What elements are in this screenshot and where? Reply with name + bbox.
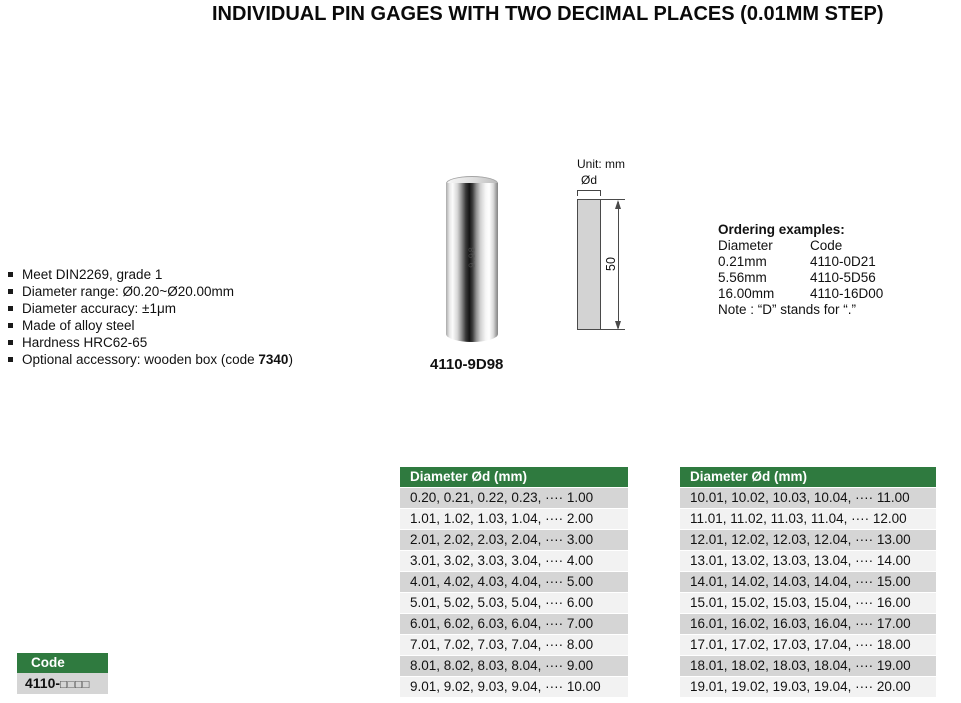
ordering-code: 4110-16D00 — [810, 286, 884, 301]
ordering-code: 4110-5D56 — [810, 270, 876, 285]
ordering-examples-table — [718, 238, 883, 302]
square-bullet-icon — [8, 323, 13, 328]
table-row: 10.01, 10.02, 10.03, 10.04, ···· 11.00 — [680, 488, 936, 509]
feature-text: Hardness HRC62-65 — [22, 335, 148, 350]
length-dimension-label: 50 — [604, 257, 618, 271]
table-row: 18.01, 18.02, 18.03, 18.04, ···· 19.00 — [680, 656, 936, 677]
feature-text — [22, 352, 293, 367]
ordering-diameter: 16.00mm — [718, 286, 775, 301]
table-row: 8.01, 8.02, 8.03, 8.04, ···· 9.00 — [400, 656, 628, 677]
extension-line-top — [601, 199, 625, 200]
ordering-diameter: 5.56mm — [718, 270, 767, 285]
square-bullet-icon — [8, 340, 13, 345]
ordering-col-diameter: Diameter — [718, 238, 773, 253]
table-row: 6.01, 6.02, 6.03, 6.04, ···· 7.00 — [400, 614, 628, 635]
length-dimension-line — [618, 202, 619, 328]
square-bullet-icon — [8, 357, 13, 362]
table-row: 19.01, 19.02, 19.03, 19.04, ···· 20.00 — [680, 677, 936, 698]
table-row: 14.01, 14.02, 14.03, 14.04, ···· 15.00 — [680, 572, 936, 593]
feature-item — [8, 283, 293, 300]
table-header: Diameter Ød (mm) — [400, 467, 628, 488]
table-row: 16.01, 16.02, 16.03, 16.04, ···· 17.00 — [680, 614, 936, 635]
pin-outline-drawing — [577, 199, 601, 330]
table-header: Diameter Ød (mm) — [680, 467, 936, 488]
table-row: 11.01, 11.02, 11.03, 11.04, ···· 12.00 — [680, 509, 936, 530]
diameter-dimension-bracket — [577, 190, 601, 196]
diameter-dimension-label: Ød — [580, 173, 597, 187]
code-placeholder-boxes: □□□□ — [60, 679, 90, 691]
feature-text: Meet DIN2269, grade 1 — [22, 267, 163, 282]
table-row: 0.20, 0.21, 0.22, 0.23, ···· 1.00 — [400, 488, 628, 509]
accessory-code: 7340 — [258, 352, 289, 367]
feature-text: Made of alloy steel — [22, 318, 135, 333]
code-panel — [17, 653, 108, 694]
table-row: 13.01, 13.02, 13.03, 13.04, ···· 14.00 — [680, 551, 936, 572]
pin-model-caption: 4110-9D98 — [430, 356, 504, 373]
unit-label: Unit: mm — [577, 157, 625, 171]
ordering-diameter: 0.21mm — [718, 254, 767, 269]
feature-text-suffix: ) — [288, 352, 293, 367]
ordering-examples-title: Ordering examples: — [718, 222, 845, 237]
table-row: 2.01, 2.02, 2.03, 2.04, ···· 3.00 — [400, 530, 628, 551]
diameter-table-2 — [680, 467, 936, 698]
table-row: 3.01, 3.02, 3.03, 3.04, ···· 4.00 — [400, 551, 628, 572]
ordering-col-code: Code — [810, 238, 843, 253]
feature-list — [8, 266, 293, 368]
page-title: INDIVIDUAL PIN GAGES WITH TWO DECIMAL PLACES (0.01MM STEP) — [212, 3, 884, 25]
ordering-code: 4110-0D21 — [810, 254, 876, 269]
table-row: 7.01, 7.02, 7.03, 7.04, ···· 8.00 — [400, 635, 628, 656]
square-bullet-icon — [8, 306, 13, 311]
feature-text-prefix: Optional accessory: wooden box (code — [22, 352, 259, 367]
arrow-up-icon — [615, 200, 621, 209]
feature-text: Diameter accuracy: ±1μm — [22, 301, 176, 316]
table-row: 5.01, 5.02, 5.03, 5.04, ···· 6.00 — [400, 593, 628, 614]
extension-line-bottom — [601, 329, 625, 330]
table-row: 17.01, 17.02, 17.03, 17.04, ···· 18.00 — [680, 635, 936, 656]
arrow-down-icon — [615, 321, 621, 330]
feature-item — [8, 300, 293, 317]
feature-item — [8, 266, 293, 283]
code-pattern — [17, 673, 108, 694]
feature-item — [8, 351, 293, 368]
pin-engraved-marking: 9.98 — [467, 246, 477, 268]
square-bullet-icon — [8, 289, 13, 294]
table-row: 1.01, 1.02, 1.03, 1.04, ···· 2.00 — [400, 509, 628, 530]
code-panel-header: Code — [17, 653, 108, 673]
feature-item — [8, 334, 293, 351]
square-bullet-icon — [8, 272, 13, 277]
diameter-table-1 — [400, 467, 628, 698]
feature-item — [8, 317, 293, 334]
table-row: 15.01, 15.02, 15.03, 15.04, ···· 16.00 — [680, 593, 936, 614]
table-row: 12.01, 12.02, 12.03, 12.04, ···· 13.00 — [680, 530, 936, 551]
ordering-note: Note : “D” stands for “.” — [718, 302, 857, 317]
table-row: 9.01, 9.02, 9.03, 9.04, ···· 10.00 — [400, 677, 628, 698]
table-row: 4.01, 4.02, 4.03, 4.04, ···· 5.00 — [400, 572, 628, 593]
feature-text: Diameter range: Ø0.20~Ø20.00mm — [22, 284, 234, 299]
ordering-examples — [718, 222, 883, 318]
code-prefix: 4110- — [25, 675, 61, 691]
